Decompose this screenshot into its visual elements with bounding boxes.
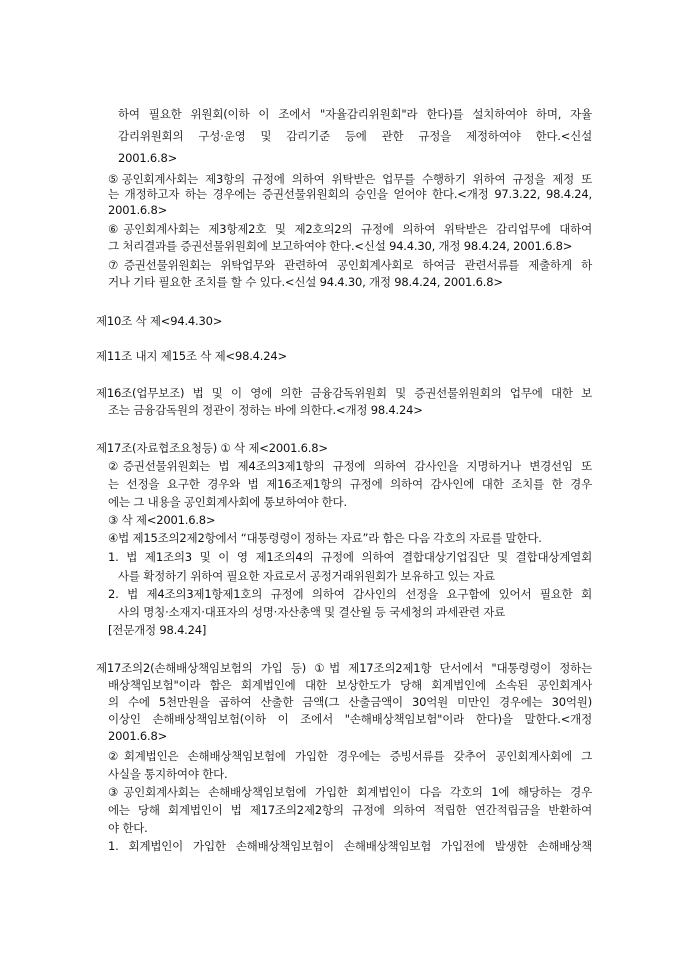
text-line: 에는 당해 회계법인이 법 제17조의2제2항의 규정에 의하여 적립한 연간적립금을 반환하여 bbox=[108, 803, 592, 817]
article-heading: 제11조 내지 제15조 삭 제<98.4.24> bbox=[96, 349, 287, 363]
text-line: 사의 명칭·소재지·대표자의 성명·자산총액 및 결산월 등 국세청의 과세관련 자료 bbox=[118, 605, 506, 619]
list-item: 2. 법 제4조의3제1항제1호의 규정에 의하여 감사인의 선정을 요구함에 있어서 필요한 회 bbox=[108, 587, 592, 601]
text-line: 배상책임보험"이라 함은 회계법인에 대한 보상한도가 당해 회계법인에 소속된 공인회계사 bbox=[108, 678, 592, 692]
text-line: 하여 필요한 위원회(이하 이 조에서 "자율감리위원회"라 한다)를 설치하여야 하며, 자율 bbox=[118, 107, 592, 121]
list-item: 1. 회계법인이 가입한 손해배상책임보험이 손해배상책임보험 가입전에 발생한 손해배상책 bbox=[108, 839, 592, 853]
text-line: 2001.6.8> bbox=[118, 151, 178, 165]
text-line: 그 처리결과를 증권선물위원회에 보고하여야 한다.<신설 94.4.30, 개정 98.4.24, 2001.6.8> bbox=[108, 239, 573, 253]
text-line: 이상인 손해배상책임보험(이하 이 조에서 "손해배상책임보험"이라 한다)을 말한다.<개정 bbox=[108, 712, 592, 726]
text-line: 사실을 통지하여야 한다. bbox=[108, 767, 228, 781]
list-item: 1. 법 제1조의3 및 이 영 제1조의4의 규정에 의하여 결합대상기업집단 및 결합대상계열회 bbox=[108, 550, 592, 564]
text-line: 사를 확정하기 위하여 필요한 자료로서 공정거래위원회가 보유하고 있는 자료 bbox=[118, 569, 495, 583]
text-line: ②증권선물위원회는 법 제4조의3제1항의 규정에 의하여 감사인을 지명하거나 변경선임 또 bbox=[108, 459, 592, 473]
text-line: 에는 그 내용을 공인회계사회에 통보하여야 한다. bbox=[108, 495, 347, 509]
text-line: 야 한다. bbox=[108, 821, 148, 835]
article-heading: 제17조의2(손해배상책임보험의 가입 등) ①법 제17조의2제1항 단서에서 "대통령령이 정하는 bbox=[96, 661, 592, 675]
text-line: 는 개정하고자 하는 경우에는 증권선물위원회의 승인을 얻어야 한다.<개정 97.3.22, 98.4.24, bbox=[108, 187, 592, 201]
text-line: 2001.6.8> bbox=[108, 729, 168, 743]
text-line: 감리위원회의 구성·운영 및 감리기준 등에 관한 규정을 제정하여야 한다.<신설 bbox=[118, 129, 592, 143]
text-line: 는 선정을 요구한 경우와 법 제16조제1항의 규정에 의하여 감사인에 대한 조치를 한 경우 bbox=[108, 477, 592, 491]
article-heading: 제17조(자료협조요청등) ① 삭 제<2001.6.8> bbox=[96, 441, 328, 455]
article-heading: 제16조(업무보조) 법 및 이 영에 의한 금융감독위원회 및 증권선물위원회의 업무에 대한 보 bbox=[96, 386, 592, 400]
amendment-note: [전문개정 98.4.24] bbox=[108, 623, 207, 637]
text-line: ②회계법인은 손해배상책임보험에 가입한 경우에는 증빙서류를 갖추어 공인회계사회에 그 bbox=[108, 749, 592, 763]
article-heading: 제10조 삭 제<94.4.30> bbox=[96, 314, 223, 328]
text-line: ④법 제15조의2제2항에서 “대통령령이 정하는 자료”라 함은 다음 각호의 자료를 말한다. bbox=[108, 531, 542, 545]
text-line: ③ 삭 제<2001.6.8> bbox=[108, 513, 216, 527]
text-line: ③공인회계사회는 손해배상책임보험에 가입한 회계법인이 다음 각호의 1에 해당하는 경우 bbox=[108, 785, 592, 799]
text-line: 2001.6.8> bbox=[108, 203, 168, 217]
text-line: 조는 금융감독원의 정관이 정하는 바에 의한다.<개정 98.4.24> bbox=[108, 403, 423, 417]
text-line: ⑥공인회계사회는 제3항제2호 및 제2호의2의 규정에 의하여 위탁받은 감리업무에 대하여 bbox=[108, 222, 592, 236]
text-line: 의 수에 5천만원을 곱하여 산출한 금액(그 산출금액이 30억원 미만인 경우에는 30억원) bbox=[108, 695, 592, 709]
text-line: ⑦증권선물위원회는 위탁업무와 관련하여 공인회계사회로 하여금 관련서류를 제출하게 하 bbox=[108, 258, 592, 272]
text-line: 거나 기타 필요한 조치를 할 수 있다.<신설 94.4.30, 개정 98.4.24, 2001.6.8> bbox=[108, 275, 503, 289]
text-line: ⑤공인회계사회는 제3항의 규정에 의하여 위탁받은 업무를 수행하기 위하여 규정을 제정 또 bbox=[108, 172, 592, 186]
